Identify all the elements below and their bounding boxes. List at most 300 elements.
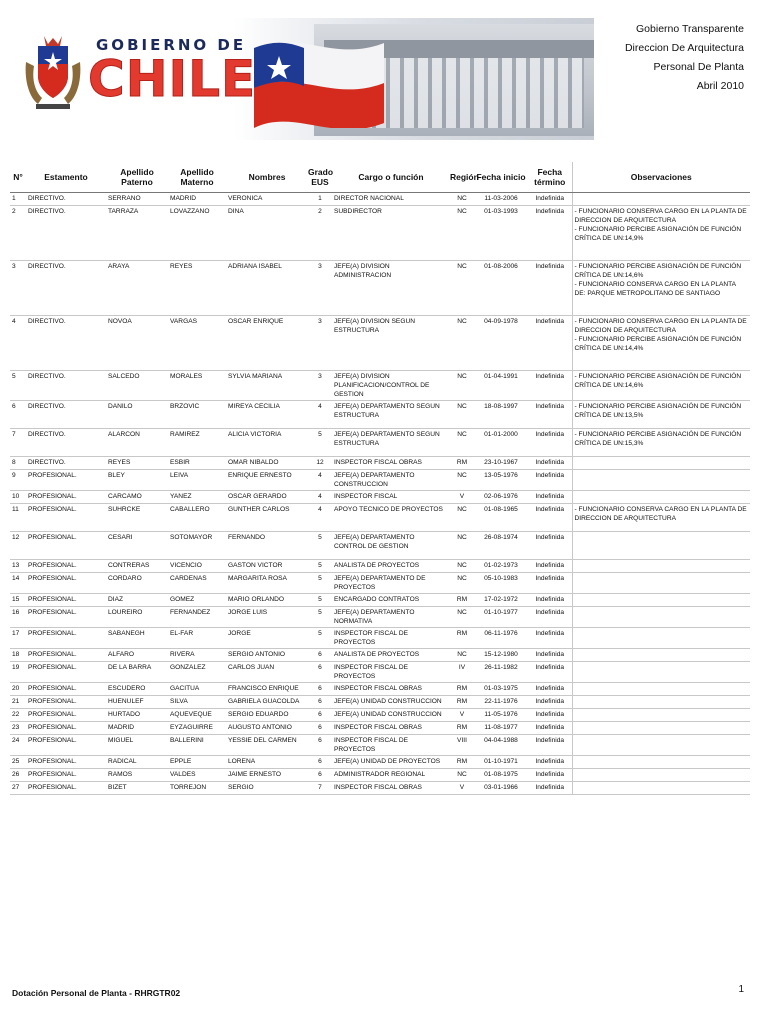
cell-cargo: JEFE(A) DEPARTAMENTO CONTROL DE GESTION bbox=[332, 532, 450, 560]
report-title: Personal De Planta bbox=[653, 61, 744, 73]
cell-fecha-termino: Indefinida bbox=[528, 756, 572, 769]
cell-apellido-materno: GONZALEZ bbox=[168, 662, 226, 683]
cell-cargo: JEFE(A) DEPARTAMENTO CONSTRUCCION bbox=[332, 470, 450, 491]
table-row bbox=[10, 206, 750, 261]
cell-number: 23 bbox=[10, 722, 26, 735]
cell-fecha-termino: Indefinida bbox=[528, 470, 572, 491]
cell-fecha-termino: Indefinida bbox=[528, 722, 572, 735]
cell-nombres: GABRIELA GUACOLDA bbox=[226, 696, 308, 709]
cell-fecha-termino: Indefinida bbox=[528, 573, 572, 594]
cell-region: NC bbox=[450, 261, 474, 316]
table-row bbox=[10, 401, 750, 429]
cell-observaciones bbox=[572, 649, 750, 662]
cell-fecha-termino: Indefinida bbox=[528, 193, 572, 206]
table-row bbox=[10, 573, 750, 594]
cell-cargo: JEFE(A) DIVISION PLANIFICACION/CONTROL DE GESTION bbox=[332, 371, 450, 401]
cell-apellido-materno: CABALLERO bbox=[168, 504, 226, 532]
cell-observaciones bbox=[572, 532, 750, 560]
cell-observaciones bbox=[572, 491, 750, 504]
cell-fecha-inicio: 01-03-1975 bbox=[474, 683, 528, 696]
cell-cargo: JEFE(A) DEPARTAMENTO NORMATIVA bbox=[332, 607, 450, 628]
table-row bbox=[10, 532, 750, 560]
cell-fecha-inicio: 18-08-1997 bbox=[474, 401, 528, 429]
cell-region: V bbox=[450, 491, 474, 504]
cell-region: NC bbox=[450, 470, 474, 491]
cell-cargo: INSPECTOR FISCAL DE PROYECTOS bbox=[332, 735, 450, 756]
table-header-row bbox=[10, 162, 750, 193]
cell-estamento: PROFESIONAL. bbox=[26, 709, 106, 722]
col-header-grado: Grado EUS bbox=[308, 162, 332, 193]
cell-estamento: DIRECTIVO. bbox=[26, 371, 106, 401]
cell-number: 4 bbox=[10, 316, 26, 371]
cell-grado: 5 bbox=[308, 573, 332, 594]
cell-apellido-paterno: SALCEDO bbox=[106, 371, 168, 401]
cell-nombres: OSCAR GERARDO bbox=[226, 491, 308, 504]
cell-apellido-materno: SOTOMAYOR bbox=[168, 532, 226, 560]
cell-cargo: SUBDIRECTOR bbox=[332, 206, 450, 261]
cell-grado: 6 bbox=[308, 696, 332, 709]
cell-cargo: INSPECTOR FISCAL DE PROYECTOS bbox=[332, 628, 450, 649]
cell-nombres: OSCAR ENRIQUE bbox=[226, 316, 308, 371]
cell-estamento: PROFESIONAL. bbox=[26, 782, 106, 795]
cell-fecha-termino: Indefinida bbox=[528, 594, 572, 607]
cell-cargo: JEFE(A) DIVISION SEGUN ESTRUCTURA bbox=[332, 316, 450, 371]
cell-estamento: PROFESIONAL. bbox=[26, 628, 106, 649]
cell-apellido-materno: RIVERA bbox=[168, 649, 226, 662]
cell-fecha-inicio: 02-06-1976 bbox=[474, 491, 528, 504]
cell-fecha-termino: Indefinida bbox=[528, 735, 572, 756]
gobierno-de-logo-text: GOBIERNO DE bbox=[96, 36, 247, 54]
cell-cargo: ADMINISTRADOR REGIONAL bbox=[332, 769, 450, 782]
cell-estamento: PROFESIONAL. bbox=[26, 735, 106, 756]
cell-fecha-termino: Indefinida bbox=[528, 491, 572, 504]
col-header-apellido-materno: Apellido Materno bbox=[168, 162, 226, 193]
cell-observaciones bbox=[572, 594, 750, 607]
cell-observaciones bbox=[572, 782, 750, 795]
col-header-fecha-termino: Fecha término bbox=[528, 162, 572, 193]
cell-grado: 5 bbox=[308, 532, 332, 560]
cell-fecha-termino: Indefinida bbox=[528, 504, 572, 532]
cell-number: 27 bbox=[10, 782, 26, 795]
cell-fecha-termino: Indefinida bbox=[528, 560, 572, 573]
cell-fecha-inicio: 23-10-1967 bbox=[474, 457, 528, 470]
cell-observaciones: - FUNCIONARIO CONSERVA CARGO EN LA PLANTA DE DIRECCION DE ARQUITECTURA - FUNCIONARIO PERCIBE ASIGNACIÓN DE FUNCIÓN CRÍTICA DE UN:14,9% bbox=[572, 206, 750, 261]
cell-estamento: PROFESIONAL. bbox=[26, 756, 106, 769]
cell-estamento: PROFESIONAL. bbox=[26, 683, 106, 696]
cell-cargo: JEFE(A) UNIDAD CONSTRUCCION bbox=[332, 709, 450, 722]
col-header-apellido-paterno: Apellido Paterno bbox=[106, 162, 168, 193]
cell-apellido-paterno: REYES bbox=[106, 457, 168, 470]
cell-apellido-materno: LOVAZZANO bbox=[168, 206, 226, 261]
cell-cargo: JEFE(A) DEPARTAMENTO DE PROYECTOS bbox=[332, 573, 450, 594]
cell-grado: 4 bbox=[308, 470, 332, 491]
cell-fecha-termino: Indefinida bbox=[528, 371, 572, 401]
cell-nombres: GASTON VICTOR bbox=[226, 560, 308, 573]
cell-apellido-materno: SILVA bbox=[168, 696, 226, 709]
cell-apellido-materno: MADRID bbox=[168, 193, 226, 206]
cell-number: 25 bbox=[10, 756, 26, 769]
table-body bbox=[10, 193, 750, 795]
cell-cargo: INSPECTOR FISCAL OBRAS bbox=[332, 683, 450, 696]
cell-nombres: ENRIQUE ERNESTO bbox=[226, 470, 308, 491]
cell-number: 7 bbox=[10, 429, 26, 457]
page-number: 1 bbox=[738, 984, 744, 995]
cell-number: 17 bbox=[10, 628, 26, 649]
col-header-observaciones: Observaciones bbox=[572, 162, 750, 193]
cell-region: VIII bbox=[450, 735, 474, 756]
cell-apellido-paterno: DE LA BARRA bbox=[106, 662, 168, 683]
cell-fecha-termino: Indefinida bbox=[528, 206, 572, 261]
cell-fecha-inicio: 04-09-1978 bbox=[474, 316, 528, 371]
col-header-region: Región bbox=[450, 162, 474, 193]
cell-observaciones: - FUNCIONARIO PERCIBE ASIGNACIÓN DE FUNCIÓN CRÍTICA DE UN:13,5% bbox=[572, 401, 750, 429]
cell-nombres: SYLVIA MARIANA bbox=[226, 371, 308, 401]
cell-region: IV bbox=[450, 662, 474, 683]
cell-fecha-termino: Indefinida bbox=[528, 316, 572, 371]
cell-number: 14 bbox=[10, 573, 26, 594]
cell-nombres: MIREYA CECILIA bbox=[226, 401, 308, 429]
cell-fecha-termino: Indefinida bbox=[528, 782, 572, 795]
cell-apellido-materno: AQUEVEQUE bbox=[168, 709, 226, 722]
cell-estamento: DIRECTIVO. bbox=[26, 429, 106, 457]
table-row bbox=[10, 735, 750, 756]
cell-apellido-paterno: CORDARO bbox=[106, 573, 168, 594]
cell-apellido-paterno: CARCAMO bbox=[106, 491, 168, 504]
cell-apellido-paterno: MIGUEL bbox=[106, 735, 168, 756]
cell-cargo: ANALISTA DE PROYECTOS bbox=[332, 560, 450, 573]
cell-fecha-inicio: 04-04-1988 bbox=[474, 735, 528, 756]
cell-estamento: PROFESIONAL. bbox=[26, 470, 106, 491]
cell-region: NC bbox=[450, 769, 474, 782]
cell-number: 8 bbox=[10, 457, 26, 470]
cell-observaciones: - FUNCIONARIO PERCIBE ASIGNACIÓN DE FUNCIÓN CRÍTICA DE UN:15,3% bbox=[572, 429, 750, 457]
cell-observaciones bbox=[572, 628, 750, 649]
cell-apellido-paterno: MADRID bbox=[106, 722, 168, 735]
cell-number: 15 bbox=[10, 594, 26, 607]
cell-fecha-termino: Indefinida bbox=[528, 457, 572, 470]
cell-cargo: JEFE(A) DIVISION ADMINISTRACION bbox=[332, 261, 450, 316]
table-row bbox=[10, 371, 750, 401]
cell-observaciones: - FUNCIONARIO PERCIBE ASIGNACIÓN DE FUNCIÓN CRÍTICA DE UN:14,6% bbox=[572, 371, 750, 401]
cell-region: NC bbox=[450, 429, 474, 457]
cell-observaciones bbox=[572, 769, 750, 782]
cell-cargo: APOYO TECNICO DE PROYECTOS bbox=[332, 504, 450, 532]
cell-cargo: ANALISTA DE PROYECTOS bbox=[332, 649, 450, 662]
cell-estamento: PROFESIONAL. bbox=[26, 560, 106, 573]
cell-apellido-paterno: NOVOA bbox=[106, 316, 168, 371]
cell-cargo: ENCARGADO CONTRATOS bbox=[332, 594, 450, 607]
cell-region: NC bbox=[450, 573, 474, 594]
cell-fecha-termino: Indefinida bbox=[528, 628, 572, 649]
cell-apellido-materno: RAMIREZ bbox=[168, 429, 226, 457]
table-row bbox=[10, 429, 750, 457]
cell-number: 21 bbox=[10, 696, 26, 709]
cell-region: V bbox=[450, 782, 474, 795]
col-header-number: N° bbox=[10, 162, 26, 193]
cell-estamento: DIRECTIVO. bbox=[26, 193, 106, 206]
cell-fecha-inicio: 01-10-1977 bbox=[474, 607, 528, 628]
table-row bbox=[10, 316, 750, 371]
cell-number: 11 bbox=[10, 504, 26, 532]
cell-region: NC bbox=[450, 560, 474, 573]
cell-apellido-materno: EYZAGUIRRE bbox=[168, 722, 226, 735]
cell-fecha-inicio: 11-03-2006 bbox=[474, 193, 528, 206]
cell-fecha-termino: Indefinida bbox=[528, 401, 572, 429]
cell-grado: 3 bbox=[308, 261, 332, 316]
cell-number: 6 bbox=[10, 401, 26, 429]
cell-cargo: JEFE(A) DEPARTAMENTO SEGUN ESTRUCTURA bbox=[332, 429, 450, 457]
cell-apellido-paterno: CESARI bbox=[106, 532, 168, 560]
cell-nombres: DINA bbox=[226, 206, 308, 261]
cell-apellido-paterno: TARRAZA bbox=[106, 206, 168, 261]
cell-number: 1 bbox=[10, 193, 26, 206]
cell-observaciones bbox=[572, 683, 750, 696]
cell-grado: 6 bbox=[308, 735, 332, 756]
cell-fecha-termino: Indefinida bbox=[528, 532, 572, 560]
cell-observaciones: - FUNCIONARIO CONSERVA CARGO EN LA PLANTA DE DIRECCION DE ARQUITECTURA bbox=[572, 504, 750, 532]
cell-number: 3 bbox=[10, 261, 26, 316]
cell-estamento: PROFESIONAL. bbox=[26, 607, 106, 628]
cell-number: 13 bbox=[10, 560, 26, 573]
cell-region: NC bbox=[450, 193, 474, 206]
cell-apellido-paterno: RAMOS bbox=[106, 769, 168, 782]
cell-nombres: LORENA bbox=[226, 756, 308, 769]
cell-fecha-inicio: 05-10-1983 bbox=[474, 573, 528, 594]
cell-estamento: PROFESIONAL. bbox=[26, 696, 106, 709]
cell-observaciones bbox=[572, 607, 750, 628]
cell-nombres: JORGE LUIS bbox=[226, 607, 308, 628]
cell-number: 26 bbox=[10, 769, 26, 782]
cell-fecha-termino: Indefinida bbox=[528, 683, 572, 696]
table-row bbox=[10, 662, 750, 683]
cell-apellido-paterno: DANILO bbox=[106, 401, 168, 429]
cell-grado: 6 bbox=[308, 769, 332, 782]
col-header-cargo: Cargo o función bbox=[332, 162, 450, 193]
cell-grado: 5 bbox=[308, 628, 332, 649]
cell-grado: 5 bbox=[308, 560, 332, 573]
cell-estamento: PROFESIONAL. bbox=[26, 491, 106, 504]
cell-grado: 6 bbox=[308, 683, 332, 696]
cell-grado: 6 bbox=[308, 709, 332, 722]
cell-number: 24 bbox=[10, 735, 26, 756]
cell-nombres: SERGIO EDUARDO bbox=[226, 709, 308, 722]
header-banner bbox=[14, 18, 594, 140]
table-row bbox=[10, 649, 750, 662]
cell-grado: 4 bbox=[308, 491, 332, 504]
footer-doc-title: Dotación Personal de Planta - RHRGTR02 bbox=[12, 988, 181, 998]
org-subtitle: Direccion De Arquitectura bbox=[624, 42, 744, 54]
table-row bbox=[10, 709, 750, 722]
cell-apellido-paterno: ALARCON bbox=[106, 429, 168, 457]
cell-observaciones bbox=[572, 709, 750, 722]
table-row bbox=[10, 193, 750, 206]
cell-fecha-inicio: 17-02-1972 bbox=[474, 594, 528, 607]
cell-region: NC bbox=[450, 371, 474, 401]
cell-number: 19 bbox=[10, 662, 26, 683]
cell-nombres: FRANCISCO ENRIQUE bbox=[226, 683, 308, 696]
cell-apellido-materno: GACITUA bbox=[168, 683, 226, 696]
cell-observaciones bbox=[572, 560, 750, 573]
cell-observaciones bbox=[572, 756, 750, 769]
cell-region: NC bbox=[450, 649, 474, 662]
cell-fecha-termino: Indefinida bbox=[528, 261, 572, 316]
cell-apellido-paterno: SUHRCKE bbox=[106, 504, 168, 532]
table-row bbox=[10, 769, 750, 782]
cell-apellido-paterno: BIZET bbox=[106, 782, 168, 795]
cell-nombres: MARIO ORLANDO bbox=[226, 594, 308, 607]
cell-apellido-paterno: LOUREIRO bbox=[106, 607, 168, 628]
cell-apellido-paterno: ARAYA bbox=[106, 261, 168, 316]
cell-grado: 1 bbox=[308, 193, 332, 206]
cell-nombres: FERNANDO bbox=[226, 532, 308, 560]
cell-region: NC bbox=[450, 316, 474, 371]
cell-grado: 5 bbox=[308, 429, 332, 457]
cell-apellido-materno: BRZOVIC bbox=[168, 401, 226, 429]
cell-estamento: PROFESIONAL. bbox=[26, 532, 106, 560]
cell-grado: 12 bbox=[308, 457, 332, 470]
cell-observaciones bbox=[572, 662, 750, 683]
cell-grado: 3 bbox=[308, 316, 332, 371]
cell-apellido-materno: ESBIR bbox=[168, 457, 226, 470]
cell-observaciones bbox=[572, 193, 750, 206]
cell-estamento: PROFESIONAL. bbox=[26, 573, 106, 594]
cell-fecha-termino: Indefinida bbox=[528, 709, 572, 722]
cell-apellido-paterno: ALFARO bbox=[106, 649, 168, 662]
cell-observaciones bbox=[572, 457, 750, 470]
cell-number: 22 bbox=[10, 709, 26, 722]
cell-number: 5 bbox=[10, 371, 26, 401]
cell-number: 12 bbox=[10, 532, 26, 560]
cell-grado: 3 bbox=[308, 371, 332, 401]
cell-estamento: DIRECTIVO. bbox=[26, 206, 106, 261]
cell-estamento: PROFESIONAL. bbox=[26, 504, 106, 532]
cell-nombres: SERGIO ANTONIO bbox=[226, 649, 308, 662]
cell-grado: 6 bbox=[308, 662, 332, 683]
cell-nombres: OMAR NIBALDO bbox=[226, 457, 308, 470]
cell-nombres: GUNTHER CARLOS bbox=[226, 504, 308, 532]
cell-apellido-materno: LEIVA bbox=[168, 470, 226, 491]
cell-apellido-materno: CARDENAS bbox=[168, 573, 226, 594]
cell-apellido-materno: TORREJON bbox=[168, 782, 226, 795]
cell-estamento: PROFESIONAL. bbox=[26, 594, 106, 607]
cell-fecha-inicio: 01-08-1965 bbox=[474, 504, 528, 532]
cell-nombres: YESSIE DEL CARMEN bbox=[226, 735, 308, 756]
cell-grado: 7 bbox=[308, 782, 332, 795]
cell-apellido-materno: EL-FAR bbox=[168, 628, 226, 649]
table-row bbox=[10, 722, 750, 735]
cell-cargo: JEFE(A) UNIDAD DE PROYECTOS bbox=[332, 756, 450, 769]
cell-cargo: JEFE(A) UNIDAD CONSTRUCCION bbox=[332, 696, 450, 709]
cell-apellido-materno: YANEZ bbox=[168, 491, 226, 504]
table-row bbox=[10, 470, 750, 491]
cell-fecha-inicio: 01-02-1973 bbox=[474, 560, 528, 573]
cell-estamento: PROFESIONAL. bbox=[26, 722, 106, 735]
cell-observaciones bbox=[572, 573, 750, 594]
cell-region: RM bbox=[450, 628, 474, 649]
table-row bbox=[10, 756, 750, 769]
cell-number: 10 bbox=[10, 491, 26, 504]
cell-estamento: PROFESIONAL. bbox=[26, 769, 106, 782]
cell-nombres: AUGUSTO ANTONIO bbox=[226, 722, 308, 735]
cell-estamento: DIRECTIVO. bbox=[26, 457, 106, 470]
cell-fecha-termino: Indefinida bbox=[528, 429, 572, 457]
cell-apellido-materno: VICENCIO bbox=[168, 560, 226, 573]
cell-apellido-materno: MORALES bbox=[168, 371, 226, 401]
cell-cargo: INSPECTOR FISCAL OBRAS bbox=[332, 722, 450, 735]
table-row bbox=[10, 491, 750, 504]
cell-fecha-inicio: 22-11-1976 bbox=[474, 696, 528, 709]
cell-observaciones bbox=[572, 696, 750, 709]
cell-region: RM bbox=[450, 683, 474, 696]
cell-estamento: DIRECTIVO. bbox=[26, 261, 106, 316]
cell-nombres: ALICIA VICTORIA bbox=[226, 429, 308, 457]
cell-fecha-inicio: 01-03-1993 bbox=[474, 206, 528, 261]
table-row bbox=[10, 782, 750, 795]
cell-fecha-inicio: 15-12-1980 bbox=[474, 649, 528, 662]
cell-fecha-termino: Indefinida bbox=[528, 769, 572, 782]
cell-grado: 5 bbox=[308, 607, 332, 628]
cell-fecha-inicio: 01-10-1971 bbox=[474, 756, 528, 769]
cell-nombres: JORGE bbox=[226, 628, 308, 649]
cell-fecha-inicio: 01-04-1991 bbox=[474, 371, 528, 401]
cell-cargo: DIRECTOR NACIONAL bbox=[332, 193, 450, 206]
cell-nombres: MARGARITA ROSA bbox=[226, 573, 308, 594]
cell-apellido-paterno: DIAZ bbox=[106, 594, 168, 607]
cell-grado: 4 bbox=[308, 504, 332, 532]
cell-fecha-inicio: 03-01-1966 bbox=[474, 782, 528, 795]
cell-apellido-paterno: HUENULEF bbox=[106, 696, 168, 709]
table-row bbox=[10, 457, 750, 470]
cell-fecha-inicio: 01-08-2006 bbox=[474, 261, 528, 316]
cell-apellido-paterno: BLEY bbox=[106, 470, 168, 491]
cell-apellido-paterno: HURTADO bbox=[106, 709, 168, 722]
cell-number: 9 bbox=[10, 470, 26, 491]
cell-cargo: INSPECTOR FISCAL bbox=[332, 491, 450, 504]
cell-region: NC bbox=[450, 607, 474, 628]
cell-fecha-termino: Indefinida bbox=[528, 649, 572, 662]
cell-region: RM bbox=[450, 594, 474, 607]
table-row bbox=[10, 607, 750, 628]
cell-region: V bbox=[450, 709, 474, 722]
cell-grado: 6 bbox=[308, 756, 332, 769]
cell-nombres: VERONICA bbox=[226, 193, 308, 206]
cell-apellido-paterno: CONTRERAS bbox=[106, 560, 168, 573]
table-row bbox=[10, 696, 750, 709]
cell-observaciones bbox=[572, 735, 750, 756]
cell-fecha-inicio: 26-08-1974 bbox=[474, 532, 528, 560]
cell-apellido-materno: GOMEZ bbox=[168, 594, 226, 607]
cell-cargo: JEFE(A) DEPARTAMENTO SEGUN ESTRUCTURA bbox=[332, 401, 450, 429]
cell-nombres: JAIME ERNESTO bbox=[226, 769, 308, 782]
cell-fecha-inicio: 11-08-1977 bbox=[474, 722, 528, 735]
header-info bbox=[625, 20, 744, 96]
cell-apellido-materno: REYES bbox=[168, 261, 226, 316]
table-row bbox=[10, 594, 750, 607]
cell-fecha-inicio: 01-01-2000 bbox=[474, 429, 528, 457]
cell-cargo: INSPECTOR FISCAL OBRAS bbox=[332, 782, 450, 795]
cell-estamento: PROFESIONAL. bbox=[26, 649, 106, 662]
cell-apellido-paterno: RADICAL bbox=[106, 756, 168, 769]
cell-estamento: DIRECTIVO. bbox=[26, 316, 106, 371]
cell-fecha-termino: Indefinida bbox=[528, 662, 572, 683]
cell-apellido-paterno: SERRANO bbox=[106, 193, 168, 206]
cell-fecha-inicio: 06-11-1976 bbox=[474, 628, 528, 649]
cell-observaciones bbox=[572, 722, 750, 735]
cell-nombres: CARLOS JUAN bbox=[226, 662, 308, 683]
table-row bbox=[10, 504, 750, 532]
cell-region: NC bbox=[450, 401, 474, 429]
cell-region: RM bbox=[450, 457, 474, 470]
